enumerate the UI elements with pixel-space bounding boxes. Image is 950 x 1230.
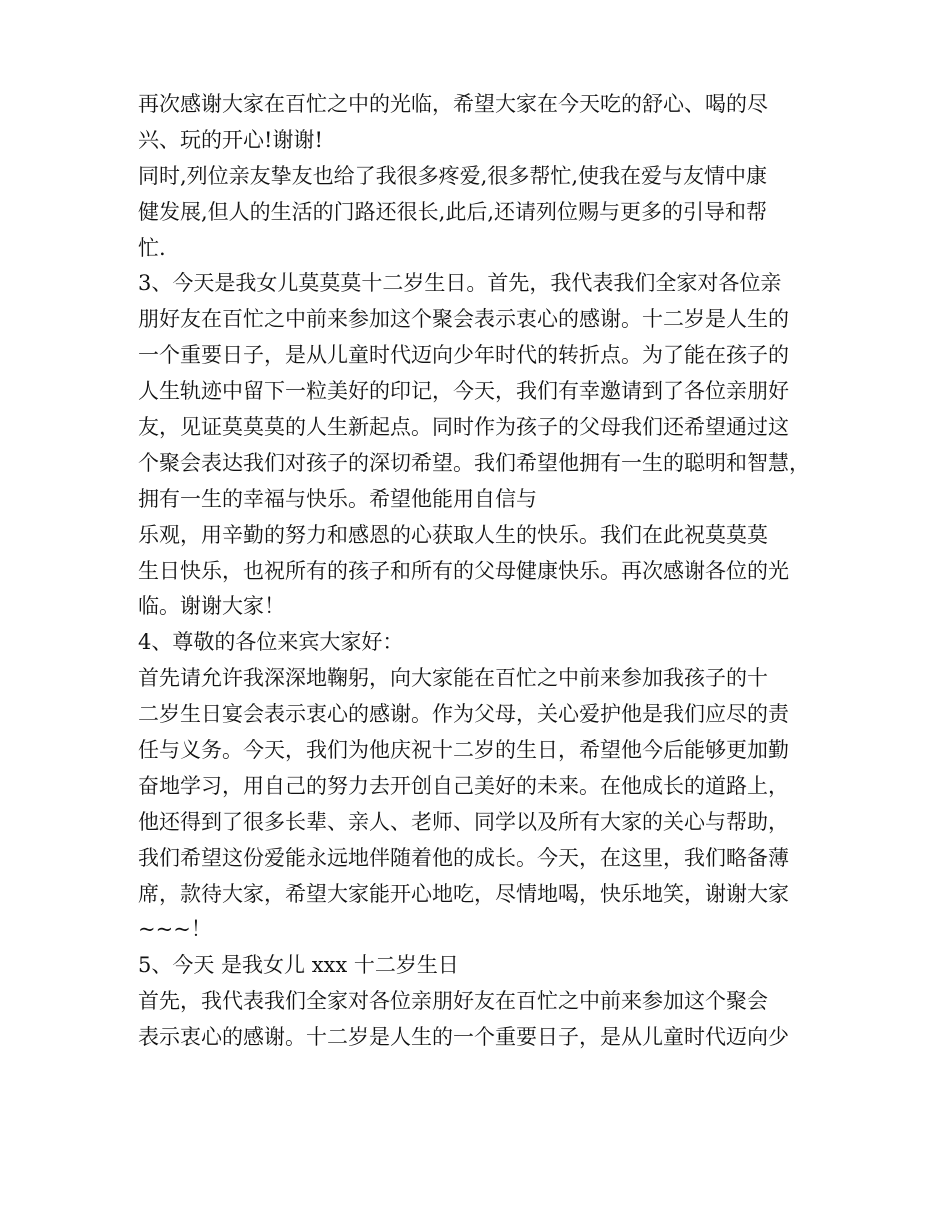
text-line: 健发展,但人的生活的门路还很长,此后,还请列位赐与更多的引导和帮 (138, 199, 768, 224)
text-line: 任与义务。今天，我们为他庆祝十二岁的生日，希望他今后能够更加勤 (138, 738, 789, 763)
text-line: 乐观，用辛勤的努力和感恩的心获取人生的快乐。我们在此祝莫莫莫 (138, 522, 768, 547)
text-line: 奋地学习，用自己的努力去开创自己美好的未来。在他成长的道路上， (138, 773, 789, 798)
text-line: 表示衷心的感谢。十二岁是人生的一个重要日子，是从儿童时代迈向少 (138, 1025, 789, 1050)
text-line: 朋好友在百忙之中前来参加这个聚会表示衷心的感谢。十二岁是人生的 (138, 307, 789, 332)
text-line: 拥有一生的幸福与快乐。希望他能用自信与 (138, 486, 537, 511)
text-line: 生日快乐，也祝所有的孩子和所有的父母健康快乐。再次感谢各位的光 (138, 558, 789, 583)
text-line: 同时,列位亲友挚友也给了我很多疼爱,很多帮忙,使我在爱与友情中康 (138, 163, 768, 188)
text-line: 忙. (138, 235, 166, 260)
text-line: 临。谢谢大家！ (138, 594, 285, 619)
text-line: 他还得到了很多长辈、亲人、老师、同学以及所有大家的关心与帮助， (138, 809, 789, 834)
text-line: 席，款待大家，希望大家能开心地吃，尽情地喝，快乐地笑，谢谢大家 (138, 881, 789, 906)
text-line: 4、尊敬的各位来宾大家好： (138, 630, 404, 655)
text-line: 首先，我代表我们全家对各位亲朋好友在百忙之中前来参加这个聚会 (138, 989, 768, 1014)
text-line: 人生轨迹中留下一粒美好的印记，今天，我们有幸邀请到了各位亲朋好 (138, 379, 789, 404)
text-line: 二岁生日宴会表示衷心的感谢。作为父母，关心爱护他是我们应尽的责 (138, 702, 789, 727)
document-body (138, 87, 828, 1056)
text-line: 友，见证莫莫莫的人生新起点。同时作为孩子的父母我们还希望通过这 (138, 415, 789, 440)
text-line: 我们希望这份爱能永远地伴随着他的成长。今天，在这里，我们略备薄 (138, 845, 789, 870)
text-line: ~~~！ (138, 917, 212, 942)
text-line: 一个重要日子，是从儿童时代迈向少年时代的转折点。为了能在孩子的 (138, 343, 789, 368)
text-line: 兴、玩的开心!谢谢! (138, 127, 323, 152)
text-line: 3、今天是我女儿莫莫莫十二岁生日。首先，我代表我们全家对各位亲 (138, 271, 782, 296)
text-line: 5、今天 是我女儿 xxx 十二岁生日 (138, 953, 459, 978)
text-line: 首先请允许我深深地鞠躬，向大家能在百忙之中前来参加我孩子的十 (138, 666, 768, 691)
text-line: 个聚会表达我们对孩子的深切希望。我们希望他拥有一生的聪明和智慧， (138, 450, 810, 475)
text-line: 再次感谢大家在百忙之中的光临，希望大家在今天吃的舒心、喝的尽 (138, 92, 768, 116)
